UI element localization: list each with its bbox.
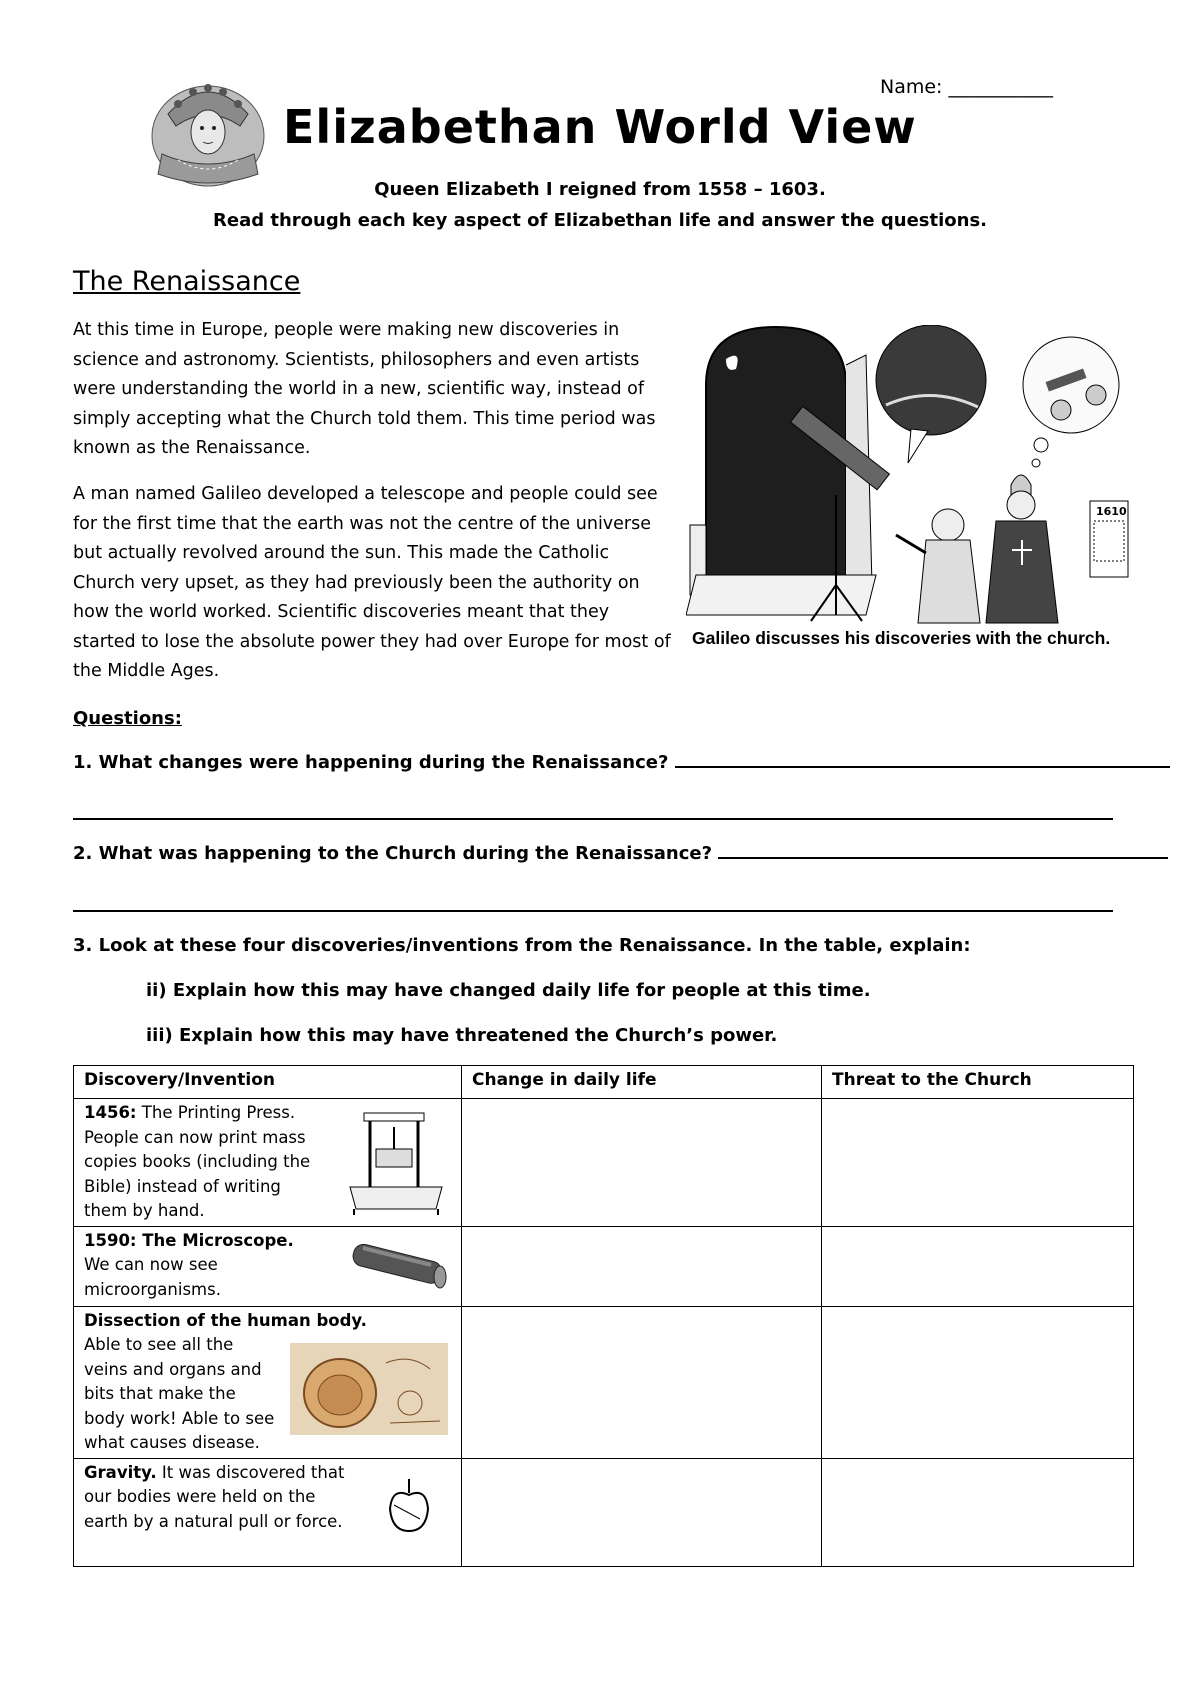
discovery-text: The Printing Press. People can now print mass copies books (including the Bible) instead of writing them by hand. [84, 1103, 311, 1220]
section-heading: The Renaissance [73, 266, 301, 297]
paragraph-2: A man named Galileo developed a telescope and people could see for the first time that the earth was not the centre of the universe but actually revolved around the sun. This made the Catholic Church very upset, as they had previously been the authority on how the world worked. Scientific discoveries meant that they started to lose the absolute power they had over Europe for most of the Middle Ages. [73, 484, 671, 681]
discovery-cell [74, 1458, 462, 1566]
table-row [74, 1226, 1134, 1306]
column-header-threat: Threat to the Church [822, 1066, 1134, 1099]
change-answer-cell[interactable] [462, 1458, 822, 1566]
table-header-row [74, 1066, 1134, 1099]
discovery-cell [74, 1099, 462, 1227]
discovery-cell [74, 1306, 462, 1458]
change-answer-cell[interactable] [462, 1099, 822, 1227]
galileo-paragraph [73, 480, 673, 687]
image-caption: Galileo discusses his discoveries with the church. [692, 628, 1111, 648]
discoveries-table [73, 1065, 1134, 1567]
intro-paragraph [73, 316, 673, 464]
discovery-title: Gravity. [84, 1462, 157, 1482]
discovery-title: 1456: [84, 1103, 137, 1122]
question-1-text: 1. What changes were happening during the Renaissance? [73, 752, 669, 773]
discovery-title: Dissection of the human body. [84, 1310, 367, 1330]
question-3: 3. Look at these four discoveries/inventions from the Renaissance. In the table, explain: [73, 935, 971, 956]
microscope-icon [346, 1241, 450, 1291]
galileo-illustration [686, 325, 1146, 625]
queen-elizabeth-portrait [148, 74, 268, 192]
apple-icon [384, 1475, 434, 1537]
questions-heading: Questions: [73, 708, 182, 729]
calendar-year: 1610 [1096, 505, 1127, 518]
discovery-text: Able to see all the veins and organs and bits that make the body work! Able to see what causes disease. [84, 1335, 275, 1452]
change-answer-cell[interactable] [462, 1306, 822, 1458]
threat-answer-cell[interactable] [822, 1226, 1134, 1306]
answer-1-line[interactable] [675, 752, 1170, 768]
discovery-text: We can now see microorganisms. [84, 1255, 221, 1299]
discovery-cell [74, 1226, 462, 1306]
column-header-change: Change in daily life [462, 1066, 822, 1099]
column-header-discovery: Discovery/Invention [74, 1066, 462, 1099]
answer-1-line-2[interactable] [73, 818, 1113, 820]
answer-2-line[interactable] [718, 843, 1168, 859]
question-2-text: 2. What was happening to the Church during the Renaissance? [73, 843, 713, 864]
instruction-text: Read through each key aspect of Elizabethan life and answer the questions. [213, 210, 987, 231]
discovery-text: It was discovered that our bodies were held on the earth by a natural pull or force. [84, 1462, 345, 1531]
threat-answer-cell[interactable] [822, 1458, 1134, 1566]
printing-press-icon [346, 1109, 446, 1217]
paragraph-1: At this time in Europe, people were making new discoveries in science and astronomy. Scientists, philosophers and even artists were understanding the world in a new, scientific way, instead of simply accepting what the Church told them. This time period was known as the Renaissance. [73, 320, 656, 458]
page-title: Elizabethan World View [283, 100, 917, 154]
reign-text: Queen Elizabeth I reigned from 1558 – 1603. [374, 179, 826, 200]
question-3-part-ii: ii) Explain how this may have changed daily life for people at this time. [146, 980, 871, 1001]
name-field[interactable]: Name: ___________ [880, 76, 1053, 98]
table-row [74, 1099, 1134, 1227]
anatomy-drawing-icon [290, 1343, 448, 1435]
answer-2-line-2[interactable] [73, 910, 1113, 912]
question-2 [73, 843, 1168, 864]
table-row [74, 1458, 1134, 1566]
discovery-title: 1590: The Microscope. [84, 1230, 294, 1250]
threat-answer-cell[interactable] [822, 1099, 1134, 1227]
change-answer-cell[interactable] [462, 1226, 822, 1306]
question-3-part-iii: iii) Explain how this may have threatened the Church’s power. [146, 1025, 778, 1046]
question-1 [73, 752, 1170, 773]
threat-answer-cell[interactable] [822, 1306, 1134, 1458]
table-row [74, 1306, 1134, 1458]
